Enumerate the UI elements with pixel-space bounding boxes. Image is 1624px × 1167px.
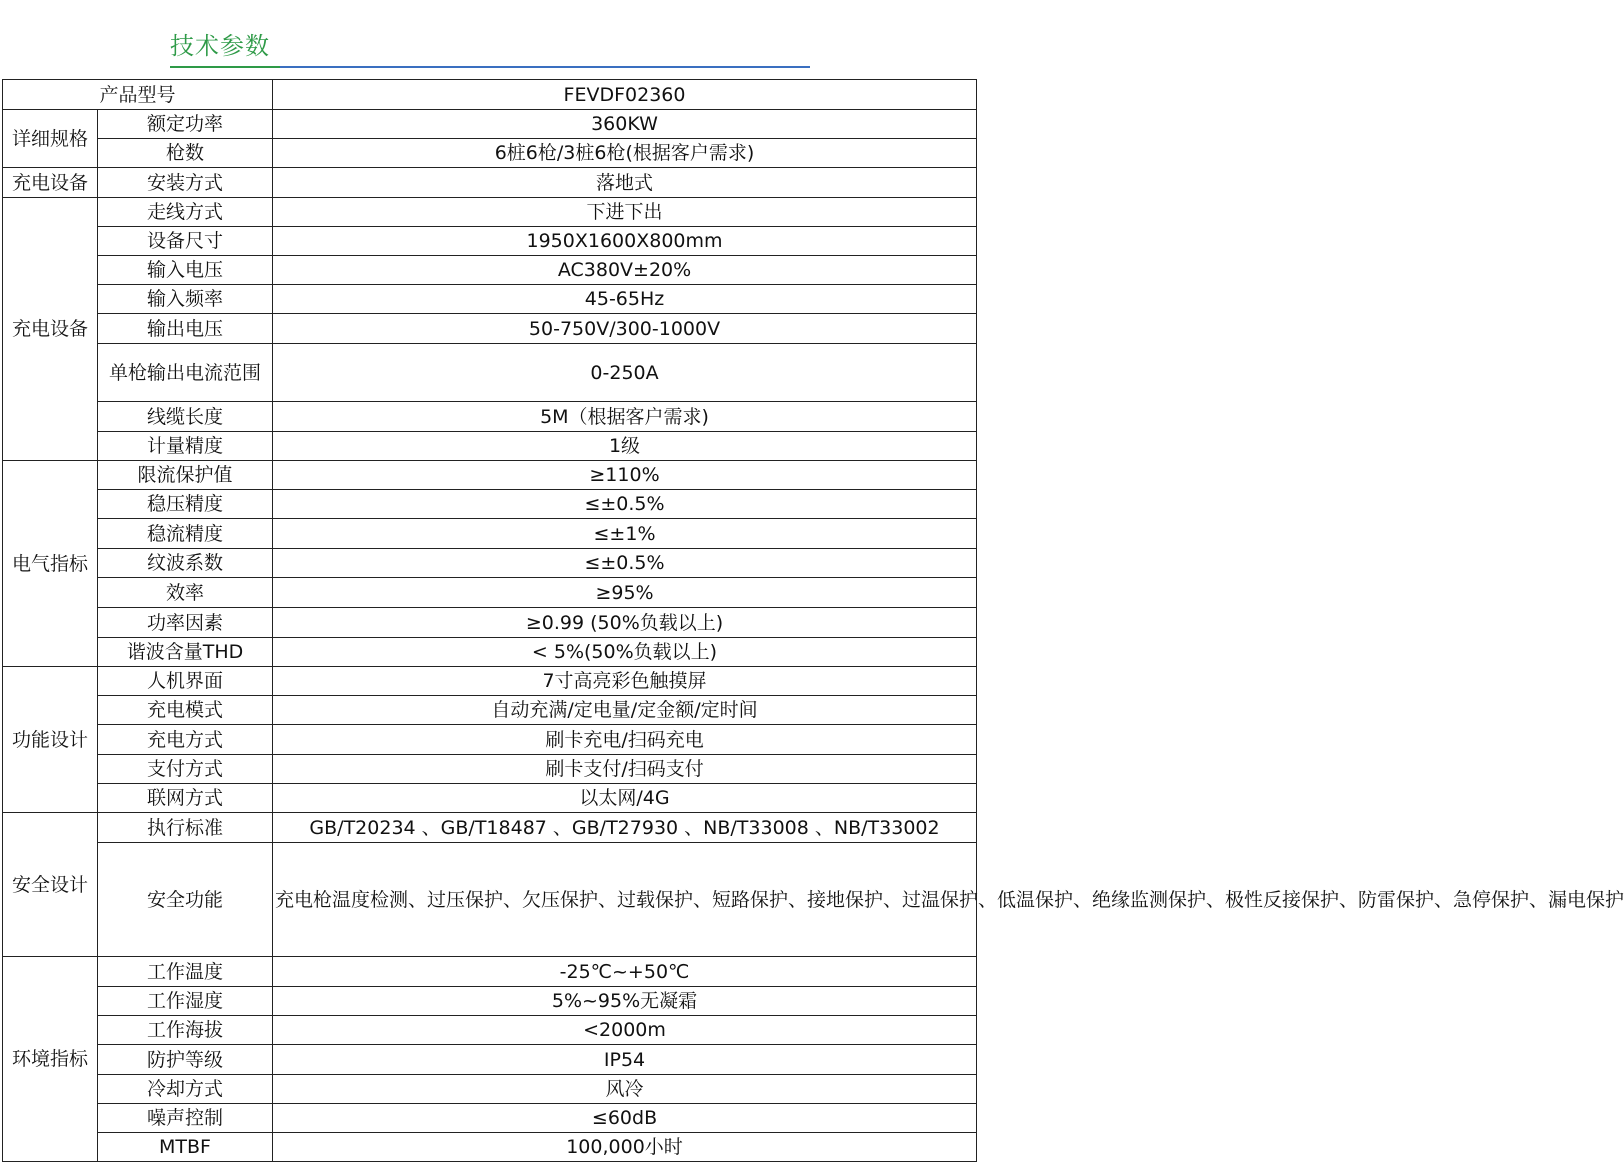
row-label: 效率: [98, 578, 273, 608]
row-value: 刷卡充电/扫码充电: [273, 725, 977, 755]
table-row: [3, 608, 977, 638]
group-label: 电气指标: [3, 461, 98, 667]
row-label: 线缆长度: [98, 402, 273, 432]
row-label: 工作温度: [98, 957, 273, 987]
row-label: 单枪输出电流范围: [98, 344, 273, 402]
row-value: 50-750V/300-1000V: [273, 314, 977, 344]
row-value: < 5%(50%负载以上): [273, 638, 977, 667]
row-label: 功率因素: [98, 608, 273, 638]
model-label: 产品型号: [3, 80, 273, 110]
table-row: [3, 813, 977, 843]
row-value: 7寸高亮彩色触摸屏: [273, 667, 977, 696]
row-value: 5M（根据客户需求): [273, 402, 977, 432]
row-value: <2000m: [273, 1016, 977, 1045]
row-label: 走线方式: [98, 198, 273, 227]
row-label: 充电方式: [98, 725, 273, 755]
row-value: ≤±1%: [273, 519, 977, 549]
row-label: 设备尺寸: [98, 227, 273, 256]
table-row: [3, 957, 977, 987]
table-row: [3, 344, 977, 402]
table-row: [3, 755, 977, 784]
row-value: ≤±0.5%: [273, 490, 977, 519]
row-value: ≤60dB: [273, 1104, 977, 1133]
row-value: 100,000小时: [273, 1133, 977, 1162]
table-row: [3, 227, 977, 256]
table-row: [3, 1104, 977, 1133]
row-label: 噪声控制: [98, 1104, 273, 1133]
row-label: 执行标准: [98, 813, 273, 843]
row-value: 5%~95%无凝霜: [273, 987, 977, 1016]
table-row: [3, 139, 977, 168]
row-label: 人机界面: [98, 667, 273, 696]
row-label: 工作湿度: [98, 987, 273, 1016]
row-value: ≥0.99 (50%负载以上): [273, 608, 977, 638]
group-label: 功能设计: [3, 667, 98, 813]
row-value: 自动充满/定电量/定金额/定时间: [273, 696, 977, 725]
row-label: 谐波含量THD: [98, 638, 273, 667]
row-label: 计量精度: [98, 432, 273, 461]
row-value: 刷卡支付/扫码支付: [273, 755, 977, 784]
row-label: 充电模式: [98, 696, 273, 725]
group-label: 充电设备: [3, 168, 98, 198]
row-value: 6桩6枪/3桩6枪(根据客户需求): [273, 139, 977, 168]
row-value: ≥110%: [273, 461, 977, 490]
row-label: 支付方式: [98, 755, 273, 784]
table-row: [3, 1016, 977, 1045]
group-label: 环境指标: [3, 957, 98, 1162]
table-row: [3, 987, 977, 1016]
table-row: [3, 110, 977, 139]
row-value: 下进下出: [273, 198, 977, 227]
row-label: 稳流精度: [98, 519, 273, 549]
table-row: [3, 784, 977, 813]
row-label: 稳压精度: [98, 490, 273, 519]
table-row: [3, 256, 977, 285]
row-label: MTBF: [98, 1133, 273, 1162]
table-row: [3, 198, 977, 227]
row-label: 安装方式: [98, 168, 273, 198]
row-label: 输入频率: [98, 285, 273, 314]
table-row: [3, 696, 977, 725]
row-value: 以太网/4G: [273, 784, 977, 813]
table-row: [3, 402, 977, 432]
row-value: 风冷: [273, 1075, 977, 1104]
table-row: [3, 578, 977, 608]
row-value: GB/T20234 、GB/T18487 、GB/T27930 、NB/T33008 、NB/T33002: [273, 813, 977, 843]
row-value: 充电枪温度检测、过压保护、欠压保护、过载保护、短路保护、接地保护、过温保护、低温保护、绝缘监测保护、极性反接保护、防雷保护、急停保护、漏电保护: [273, 843, 977, 957]
row-value: ≤±0.5%: [273, 549, 977, 578]
row-label: 联网方式: [98, 784, 273, 813]
table-row: [3, 285, 977, 314]
table-row: [3, 519, 977, 549]
group-label: 安全设计: [3, 813, 98, 957]
row-label: 纹波系数: [98, 549, 273, 578]
model-value: FEVDF02360: [273, 80, 977, 110]
table-row: [3, 725, 977, 755]
table-row: [3, 314, 977, 344]
table-row: [3, 1045, 977, 1075]
row-label: 额定功率: [98, 110, 273, 139]
page-title: 技术参数: [170, 32, 270, 60]
table-row: [3, 1133, 977, 1162]
row-label: 枪数: [98, 139, 273, 168]
row-value: 1950X1600X800mm: [273, 227, 977, 256]
row-value: AC380V±20%: [273, 256, 977, 285]
table-row: [3, 168, 977, 198]
row-value: -25℃~+50℃: [273, 957, 977, 987]
group-label: 充电设备: [3, 198, 98, 461]
row-label: 安全功能: [98, 843, 273, 957]
row-value: 360KW: [273, 110, 977, 139]
table-row: [3, 638, 977, 667]
table-row: [3, 667, 977, 696]
row-value: 45-65Hz: [273, 285, 977, 314]
row-label: 冷却方式: [98, 1075, 273, 1104]
row-value: IP54: [273, 1045, 977, 1075]
spec-table: [2, 79, 1624, 1162]
row-value: 落地式: [273, 168, 977, 198]
row-value: 1级: [273, 432, 977, 461]
title-underline-accent: [170, 66, 280, 68]
row-value: 0-250A: [273, 344, 977, 402]
table-row: [3, 490, 977, 519]
table-row: [3, 1075, 977, 1104]
row-label: 工作海拔: [98, 1016, 273, 1045]
row-label: 输入电压: [98, 256, 273, 285]
row-value: ≥95%: [273, 578, 977, 608]
table-row: [3, 461, 977, 490]
row-label: 限流保护值: [98, 461, 273, 490]
table-row: [3, 549, 977, 578]
table-row: [3, 80, 977, 110]
row-label: 防护等级: [98, 1045, 273, 1075]
group-label: 详细规格: [3, 110, 98, 168]
table-row: [3, 432, 977, 461]
row-label: 输出电压: [98, 314, 273, 344]
table-row: [3, 843, 977, 957]
